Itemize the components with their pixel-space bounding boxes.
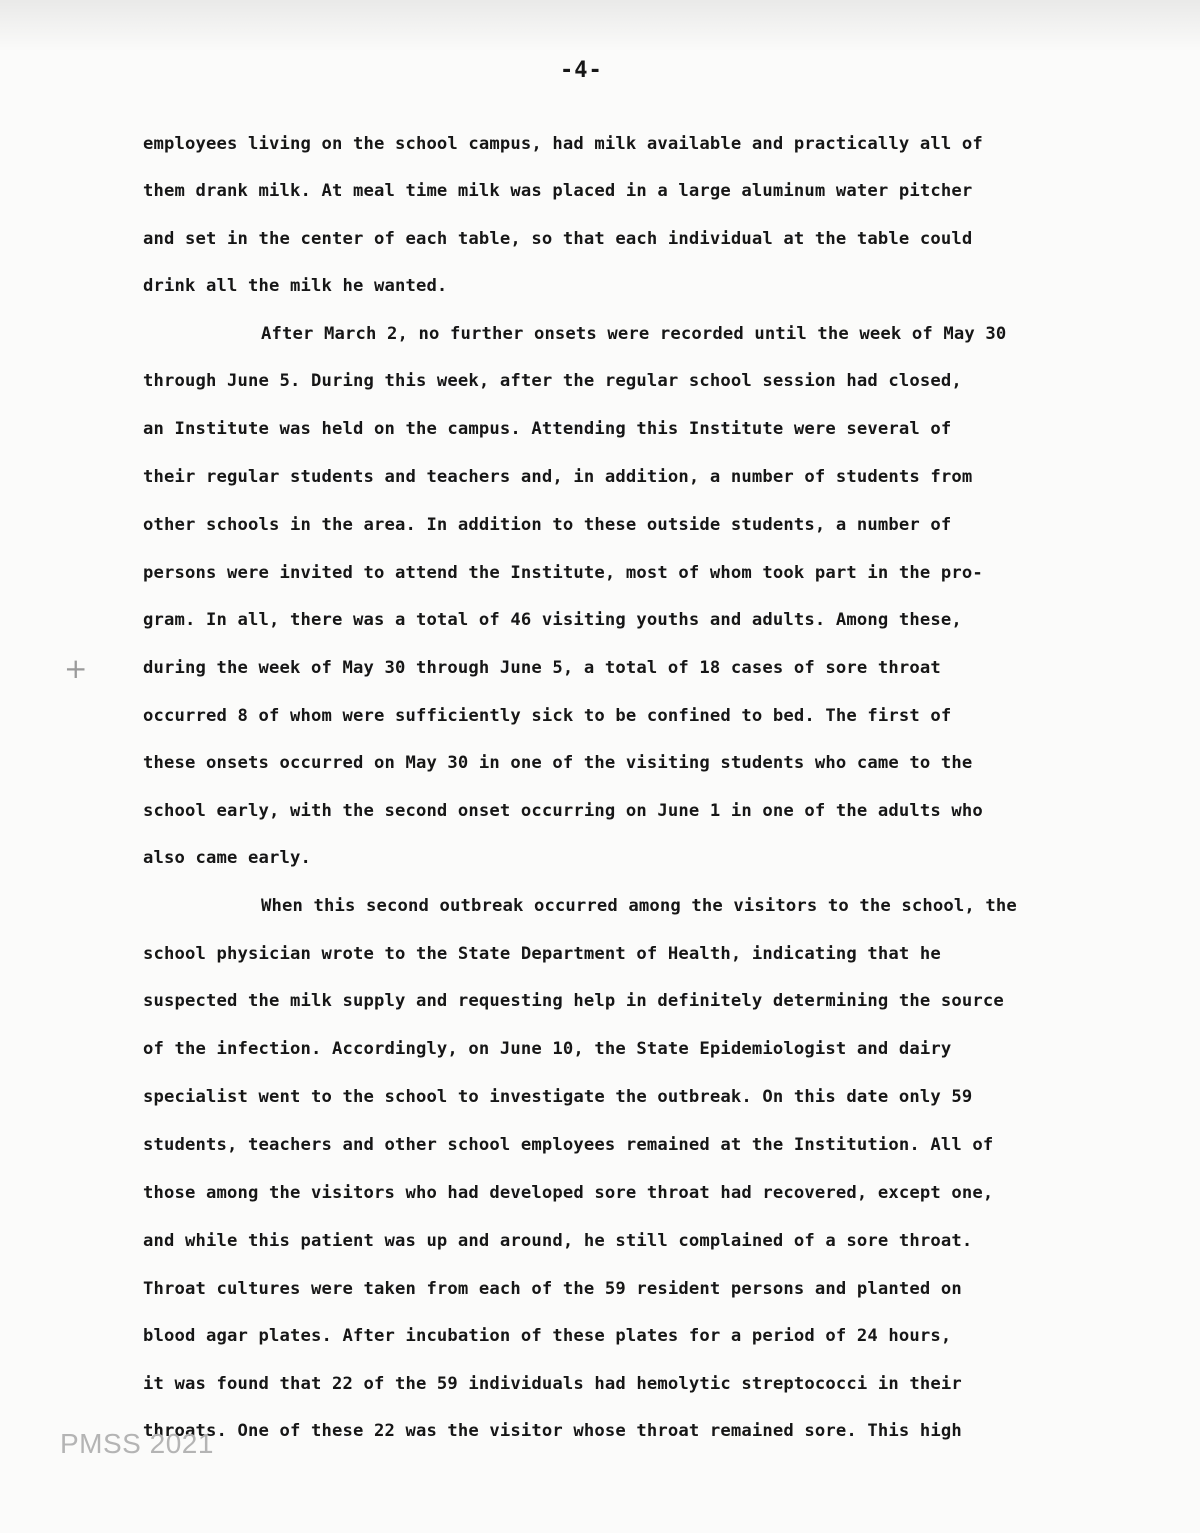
text-line: during the week of May 30 through June 5, a total of 18 cases of sore throat — [143, 658, 941, 678]
text-line: suspected the milk supply and requesting help in definitely determining the source — [143, 991, 1004, 1011]
text-line: these onsets occurred on May 30 in one of the visiting students who came to the — [143, 753, 973, 773]
paragraph-start-line: When this second outbreak occurred among the visitors to the school, the — [261, 896, 1017, 916]
text-line: also came early. — [143, 848, 311, 868]
text-line: them drank milk. At meal time milk was placed in a large aluminum water pitcher — [143, 181, 973, 201]
text-line: an Institute was held on the campus. Attending this Institute were several of — [143, 419, 952, 439]
text-line: school early, with the second onset occurring on June 1 in one of the adults who — [143, 801, 983, 821]
text-line: blood agar plates. After incubation of these plates for a period of 24 hours, — [143, 1326, 952, 1346]
text-line: and set in the center of each table, so that each individual at the table could — [143, 229, 973, 249]
text-line: occurred 8 of whom were sufficiently sick to be confined to bed. The first of — [143, 706, 952, 726]
text-line: Throat cultures were taken from each of the 59 resident persons and planted on — [143, 1279, 962, 1299]
text-line: throats. One of these 22 was the visitor whose throat remained sore. This high — [143, 1421, 962, 1441]
watermark: PMSS 2021 — [60, 1428, 214, 1459]
text-line: and while this patient was up and around, he still complained of a sore throat. — [143, 1231, 973, 1251]
text-line: it was found that 22 of the 59 individuals had hemolytic streptococci in their — [143, 1374, 962, 1394]
margin-mark: + — [64, 652, 88, 685]
page-number: -4- — [560, 58, 603, 83]
text-line: employees living on the school campus, had milk available and practically all of — [143, 134, 983, 154]
text-line: students, teachers and other school employees remained at the Institution. All of — [143, 1135, 994, 1155]
text-line: other schools in the area. In addition to these outside students, a number of — [143, 515, 952, 535]
text-line: persons were invited to attend the Institute, most of whom took part in the pro- — [143, 563, 983, 583]
scan-edge-shadow — [0, 0, 1200, 52]
paragraph-start-line: After March 2, no further onsets were recorded until the week of May 30 — [261, 324, 1007, 344]
text-line: those among the visitors who had developed sore throat had recovered, except one, — [143, 1183, 994, 1203]
text-line: school physician wrote to the State Department of Health, indicating that he — [143, 944, 941, 964]
text-line: their regular students and teachers and, in addition, a number of students from — [143, 467, 973, 487]
text-line: of the infection. Accordingly, on June 10, the State Epidemiologist and dairy — [143, 1039, 952, 1059]
text-line: gram. In all, there was a total of 46 visiting youths and adults. Among these, — [143, 610, 962, 630]
text-line: drink all the milk he wanted. — [143, 276, 448, 296]
text-line: specialist went to the school to investigate the outbreak. On this date only 59 — [143, 1087, 973, 1107]
text-line: through June 5. During this week, after the regular school session had closed, — [143, 371, 962, 391]
